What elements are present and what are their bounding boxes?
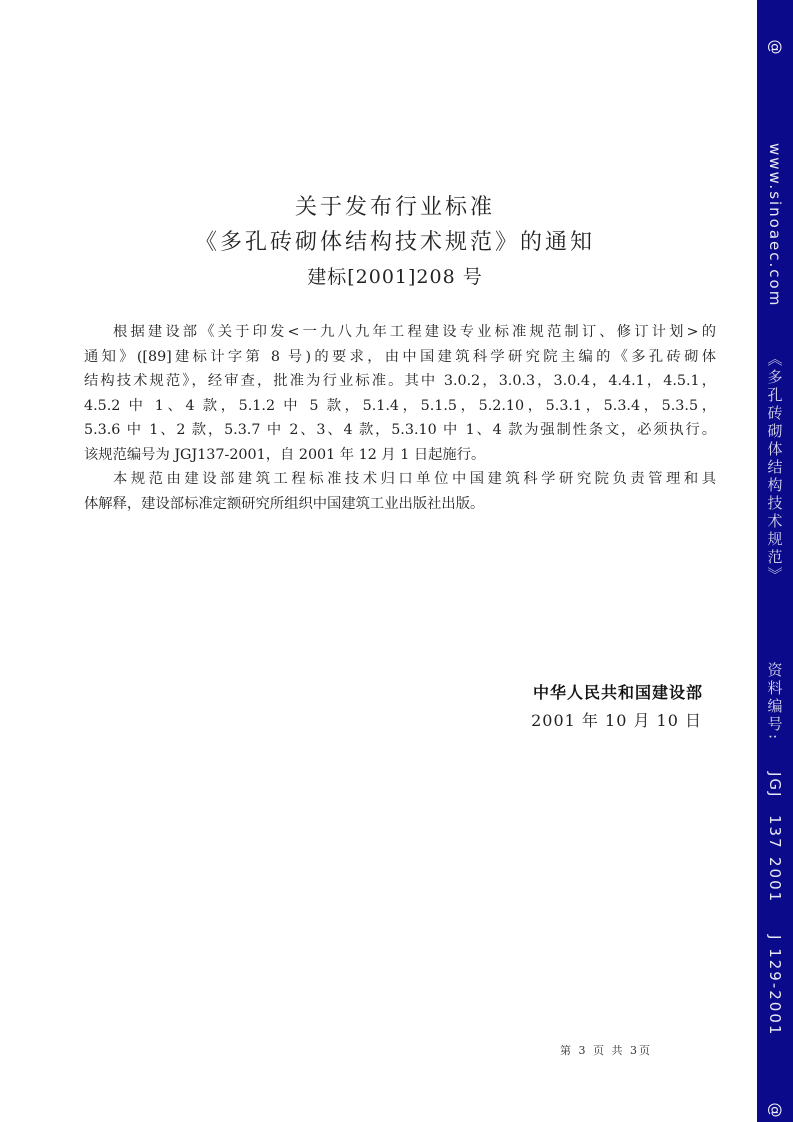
paragraph-2-line: 体解释，建设部标准定额研究所组织中国建筑工业出版社出版。 <box>84 495 485 512</box>
page-number-footer: 第 3 页 共 3页 <box>560 1044 652 1057</box>
signature-organization: 中华人民共和国建设部 <box>532 683 703 702</box>
paragraph-1-line: 4.5.2 中 1、4 款，5.1.2 中 5 款，5.1.4，5.1.5，5.2.10，5.3.1，5.3.4，5.3.5， <box>84 397 716 414</box>
paragraph-1-line: 根据建设部《关于印发<一九八九年工程建设专业标准规范制订、修订计划>的 <box>113 324 716 340</box>
notice-body <box>84 320 716 516</box>
paragraph-1-line: 该规范编号为 JGJ137-2001，自 2001 年 12 月 1 日起施行。 <box>84 446 486 463</box>
paragraph-1-line: 通知》([89]建标计字第 8 号)的要求，由中国建筑科学研究院主编的《多孔砖砌体 <box>84 348 716 365</box>
banner-doc-id-jgj <box>757 765 793 805</box>
side-banner <box>757 0 793 1122</box>
paragraph-2 <box>84 467 716 516</box>
notice-title-line2: 《多孔砖砌体结构技术规范》的通知 <box>194 230 595 255</box>
at-icon: @ <box>766 1102 784 1118</box>
standard-name-text: 《多孔砖砌体结构技术规范》 <box>765 350 784 585</box>
banner-doc-id-2001 <box>757 855 793 905</box>
banner-bottom-at <box>757 1098 793 1122</box>
doc-id-label: 资料编号: <box>765 662 784 743</box>
banner-website[interactable] <box>757 140 793 310</box>
doc-id-part: 2001 <box>766 856 784 904</box>
banner-doc-id-137 <box>757 812 793 852</box>
record-number-text: J 129-2001 <box>766 934 784 1037</box>
paragraph-1-line: 结构技术规范》，经审查，批准为行业标准。其中 3.0.2，3.0.3，3.0.4，4.4.1，4.5.1， <box>84 373 716 389</box>
website-link[interactable]: www.sinoaec.com <box>766 142 784 308</box>
banner-standard-name <box>757 345 793 590</box>
notice-title-line1: 关于发布行业标准 <box>294 195 495 220</box>
paragraph-1-line: 5.3.6 中 1、2 款，5.3.7 中 2、3、4 款，5.3.10 中 1、4 款为强制性条文，必须执行。 <box>84 422 716 438</box>
doc-id-part: JGJ <box>766 771 784 799</box>
banner-doc-id-label <box>757 655 793 750</box>
banner-record-number <box>757 928 793 1043</box>
banner-top-at <box>757 32 793 62</box>
notice-doc-number: 建标[2001]208 号 <box>307 266 483 288</box>
at-icon: @ <box>766 39 784 55</box>
doc-id-part: 137 <box>766 814 784 850</box>
paragraph-1 <box>84 320 716 467</box>
paragraph-2-line: 本规范由建设部建筑工程标准技术归口单位中国建筑科学研究院负责管理和具 <box>113 471 716 487</box>
signature-date: 2001 年 10 月 10 日 <box>531 711 702 730</box>
